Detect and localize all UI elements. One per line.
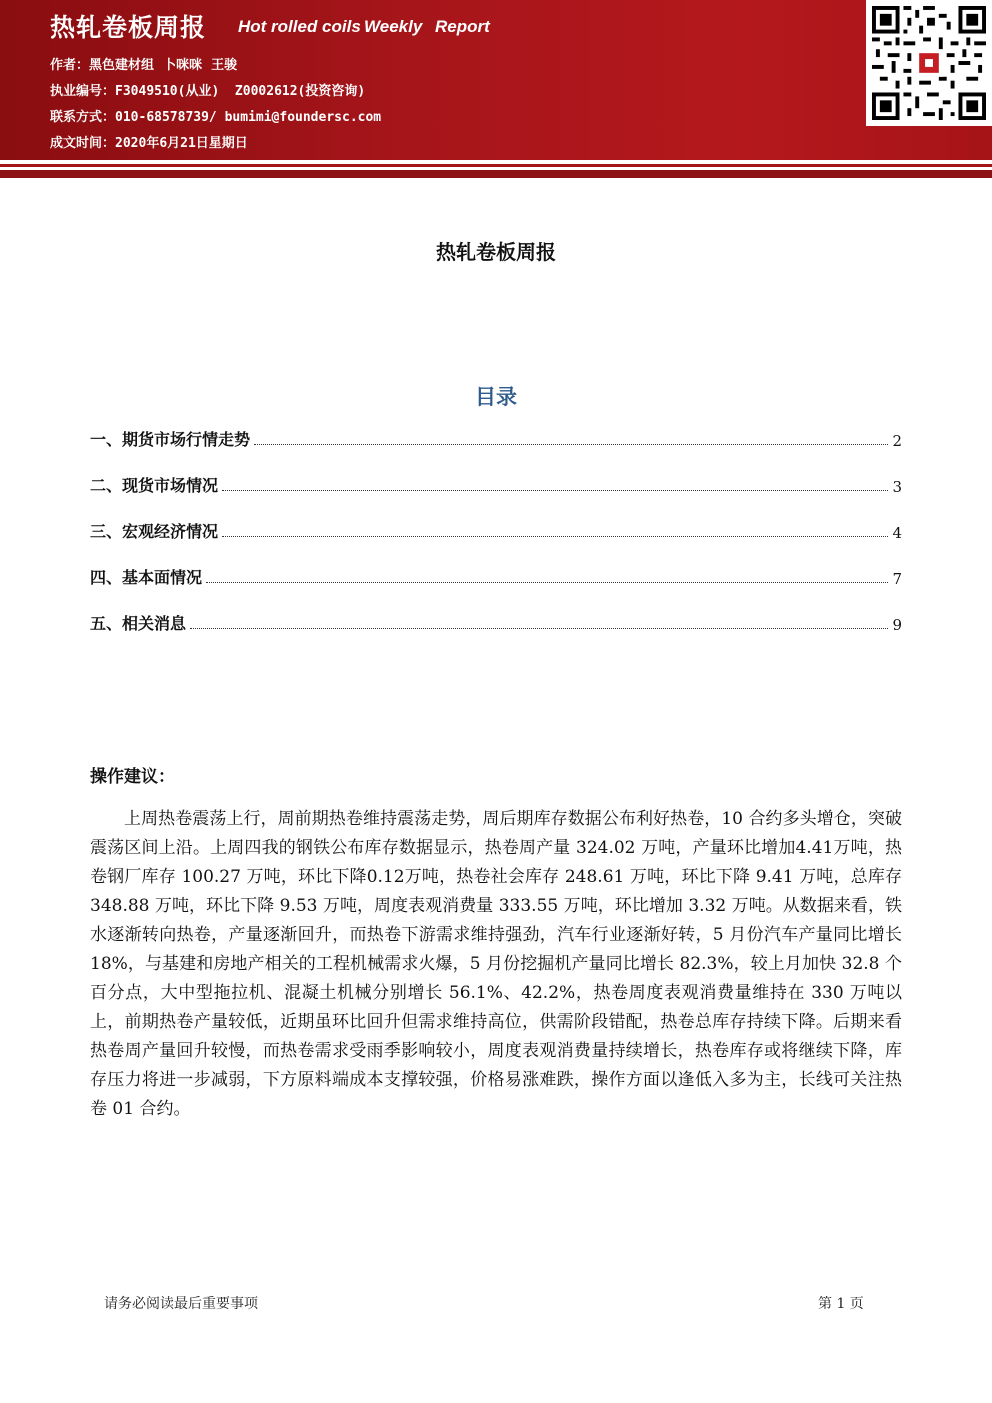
toc-item-futures[interactable]	[90, 426, 902, 450]
toc-leader	[206, 581, 888, 583]
toc-item-page: 3	[892, 478, 902, 496]
toc-item-label: 五、相关消息	[90, 614, 187, 633]
toc-leader	[254, 443, 888, 445]
toc-title: 目录	[475, 385, 517, 409]
header-rule-thick	[0, 170, 992, 178]
date-line	[50, 132, 248, 151]
footer-notice: 请务必阅读最后重要事项	[104, 1296, 258, 1312]
report-header	[0, 0, 992, 160]
author-line	[50, 54, 237, 73]
toc-item-page: 9	[892, 616, 902, 634]
author-value: 黑色建材组 卜咪咪 王骏	[89, 58, 238, 73]
advice-paragraph: 上周热卷震荡上行，周前期热卷维持震荡走势，周后期库存数据公布利好热卷，10 合约多头增仓，突破震荡区间上沿。上周四我的钢铁公布库存数据显示，热卷周产量 324.02 万吨，产量环比增加4.41万吨，热卷钢厂库存 100.27 万吨，环比下降0.12万吨，热卷社会库存 248.61 万吨，环比下降 9.41 万吨，总库存 348.88 万吨，环比下降 9.53 万吨，周度表观消费量 333.55 万吨，环比增加 3.32 万吨。从数据来看，铁水逐渐转向热卷，产量逐渐回升，而热卷下游需求维持强劲，汽车行业逐渐好转，5 月份汽车产量同比增长 18%，与基建和房地产相关的工程机械需求火爆，5 月份挖掘机产量同比增长 82.3%，较上月加快 32.8 个百分点，大中型拖拉机、混凝土机械分别增长 56.1%、42.2%，热卷周度表观消费量维持在 330 万吨以上，前期热卷产量较低，近期虽环比回升但需求维持高位，供需阶段错配，热卷总库存持续下降。后期来看热卷周产量回升较慢，而热卷需求受雨季影响较小，周度表观消费量持续增长，热卷库存或将继续下降，库存压力将进一步减弱，下方原料端成本支撑较强，价格易涨难跌，操作方面以逢低入多为主，长线可关注热卷 01 合约。	[90, 809, 902, 1119]
toc-item-label: 二、现货市场情况	[90, 476, 219, 495]
toc-item-page: 2	[892, 432, 902, 450]
report-title-en-1: Hot rolled coils	[238, 17, 361, 36]
contact-value: 010-68578739/ bumimi@foundersc.com	[115, 110, 382, 125]
toc-item-macro[interactable]	[90, 518, 902, 542]
license-label: 执业编号：	[50, 84, 116, 99]
qr-code	[866, 0, 992, 126]
report-title-cn: 热轧卷板周报	[50, 13, 207, 42]
document-title: 热轧卷板周报	[436, 240, 556, 264]
toc-leader	[190, 627, 888, 629]
toc-item-label: 四、基本面情况	[90, 568, 203, 587]
license-line	[50, 80, 365, 99]
toc-item-page: 4	[892, 524, 902, 542]
header-rule-thin	[0, 164, 992, 167]
toc-item-fundamentals[interactable]	[90, 564, 902, 588]
contact-label: 联系方式：	[50, 110, 116, 125]
toc-item-spot[interactable]	[90, 472, 902, 496]
advice-heading: 操作建议：	[90, 767, 175, 787]
toc-leader	[222, 535, 888, 537]
page-number: 第 1 页	[818, 1296, 864, 1312]
qr-code-icon	[872, 6, 986, 120]
toc-leader	[222, 489, 888, 491]
toc-item-news[interactable]	[90, 610, 902, 634]
toc-item-label: 三、宏观经济情况	[90, 522, 219, 541]
report-title-en-3: Report	[435, 17, 490, 36]
report-title-en-2: Weekly	[364, 17, 423, 36]
license-value: F3049510(从业) Z0002612(投资咨询)	[115, 84, 366, 99]
date-label: 成文时间：	[50, 136, 116, 151]
toc-item-page: 7	[892, 570, 902, 588]
author-label: 作者：	[50, 58, 90, 73]
toc-item-label: 一、期货市场行情走势	[90, 430, 251, 449]
date-value: 2020年6月21日星期日	[115, 136, 248, 151]
contact-line	[50, 106, 381, 125]
